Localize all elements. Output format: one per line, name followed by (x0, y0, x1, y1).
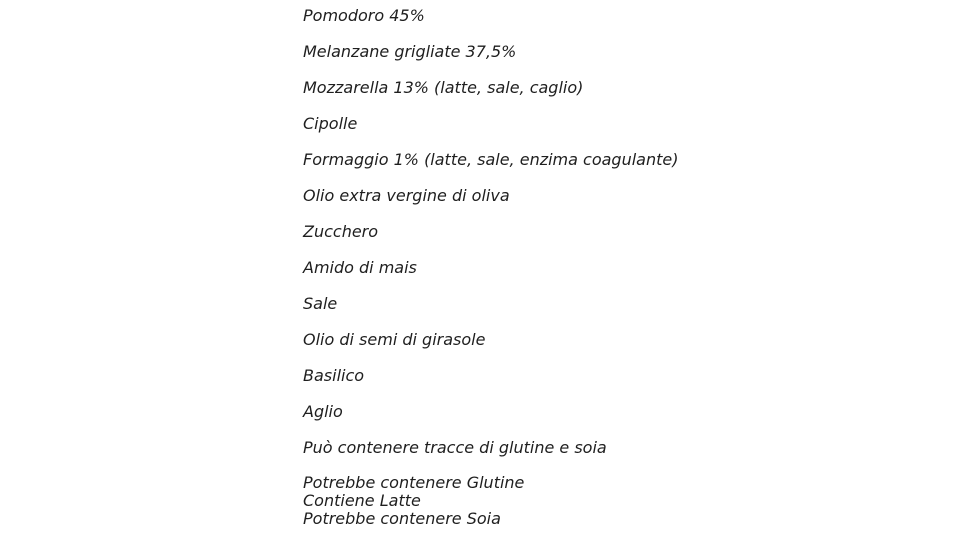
ingredient-item: Melanzane grigliate 37,5% (303, 42, 517, 61)
ingredient-item: Olio extra vergine di oliva (303, 186, 510, 205)
allergen-line: Potrebbe contenere Soia (303, 509, 501, 528)
allergen-line: Potrebbe contenere Glutine (303, 473, 525, 492)
ingredient-item: Zucchero (303, 222, 379, 241)
ingredient-item: Pomodoro 45% (303, 6, 425, 25)
ingredient-item: Amido di mais (303, 258, 417, 277)
allergen-block (303, 474, 524, 528)
ingredient-item: Formaggio 1% (latte, sale, enzima coagulante) (303, 150, 679, 169)
ingredient-item: Mozzarella 13% (latte, sale, caglio) (303, 78, 584, 97)
ingredient-item: Aglio (303, 402, 343, 421)
allergen-line: Contiene Latte (303, 491, 421, 510)
ingredient-item: Olio di semi di girasole (303, 330, 486, 349)
ingredient-list (303, 6, 678, 474)
ingredient-item: Sale (303, 294, 338, 313)
ingredient-item: Basilico (303, 366, 365, 385)
ingredient-item: Cipolle (303, 114, 358, 133)
trace-warning: Può contenere tracce di glutine e soia (303, 438, 607, 457)
